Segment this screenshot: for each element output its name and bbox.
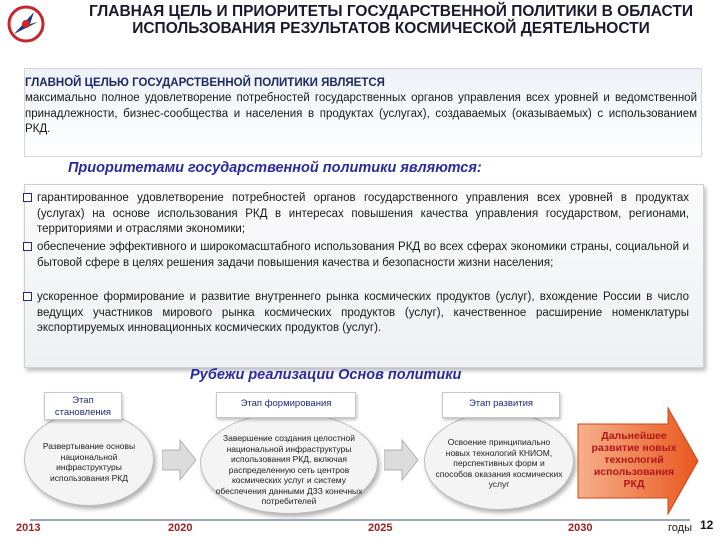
stage-text: Завершение создания целостной национальной инфраструктуры использования РКД, включая распределенную сеть центров космических услуг и систему обеспечения данными ДЗЗ конечных потребителей xyxy=(215,433,363,506)
stage-text: Развертывание основы национальной инфраструктуры использования РКД xyxy=(42,441,136,483)
page-title: ГЛАВНАЯ ЦЕЛЬ И ПРИОРИТЕТЫ ГОСУДАРСТВЕННОЙ ПОЛИТИКИ В ОБЛАСТИ ИСПОЛЬЗОВАНИЯ РЕЗУЛЬТАТОВ КОСМИЧЕСКОЙ ДЕЯТЕЛЬНОСТИ xyxy=(89,3,693,37)
year-label: 2013 xyxy=(16,522,41,534)
priorities-heading: Приоритетами государственной политики являются: xyxy=(68,160,482,176)
priorities-box xyxy=(24,184,704,368)
priority-item: ускоренное формирование и развитие внутреннего рынка космических продуктов (услуг), вхождение России в число ведущих участников мирового рынка космических продуктов (услуг), качественное расширение номенклатуры экспортируемых инновационных космических продуктов (услуг). xyxy=(29,290,689,337)
stage-arrow-icon xyxy=(162,438,198,482)
checkbox-bullet-icon xyxy=(23,193,32,202)
stage-label-2: Этап формирования xyxy=(216,392,356,418)
checkbox-bullet-icon xyxy=(23,242,32,251)
timeline-line xyxy=(30,519,690,521)
goal-box xyxy=(24,68,702,157)
checkbox-bullet-icon xyxy=(23,292,32,301)
agency-logo-icon xyxy=(4,4,48,44)
year-label: 2030 xyxy=(568,522,593,534)
stage-label-3: Этап развития xyxy=(442,392,560,418)
years-label: годы xyxy=(668,522,692,534)
milestones-heading: Рубежи реализации Основ политики xyxy=(190,367,462,383)
priority-item: обеспечение эффективного и широкомасштабного использования РКД во всех сферах экономики страны, социальной и бытовой сфере в целях решения задачи повышения качества и безопасности жизни населения; xyxy=(29,240,689,271)
stage-oval-2 xyxy=(200,412,378,514)
year-label: 2020 xyxy=(168,522,193,534)
stage-oval-3 xyxy=(424,412,574,510)
year-label: 2025 xyxy=(368,522,393,534)
page-number: 12 xyxy=(700,518,714,532)
stage-oval-1 xyxy=(24,412,154,506)
goal-heading: ГЛАВНОЙ ЦЕЛЬЮ ГОСУДАРСТВЕННОЙ ПОЛИТИКИ ЯВЛЯЕТСЯ xyxy=(25,77,385,89)
stage-text: Освоение принципиально новых технологий КНИОМ, перспективных форм и способов оказания космических услуг xyxy=(435,437,563,489)
stage-arrow-icon xyxy=(384,438,420,482)
priority-item: гарантированное удовлетворение потребностей органов государственного управления всех уровней в продуктах (услугах) на основе использования РКД в интересах повышения качества управления государством, регионами, территориями и отраслями экономики; xyxy=(29,191,689,238)
stage-label-1: Этап становления xyxy=(44,392,122,420)
future-arrow-text: Дальнейшее развитие новых технологий использования РКД xyxy=(591,430,677,490)
goal-text: максимально полное удовлетворение потребностей государственных органов управления всех уровней и ведомственной принадлежности, бизнес-сообщества и населения в продуктах (услугах), создаваемых (оказываемых) с использованием РКД. xyxy=(25,92,697,135)
